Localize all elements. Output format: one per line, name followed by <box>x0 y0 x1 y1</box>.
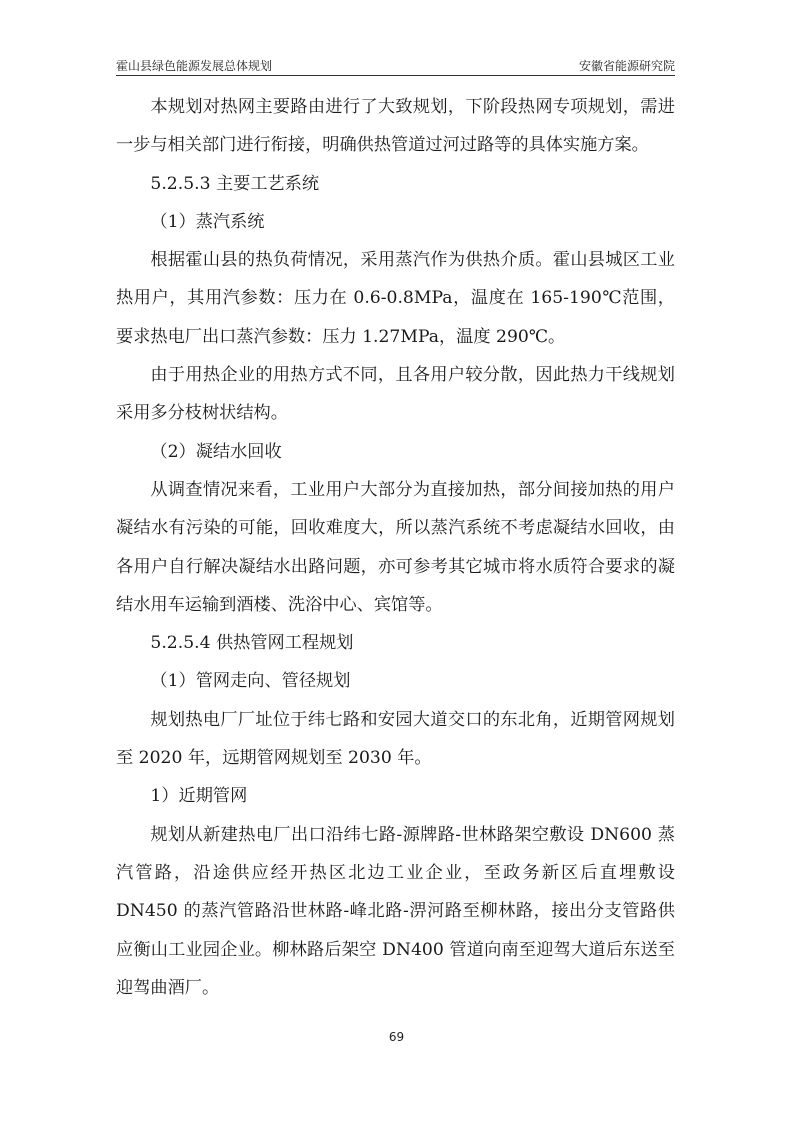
paragraph: 规划从新建热电厂出口沿纬七路-源牌路-世林路架空敷设 DN600 蒸汽管路，沿途供应经开热区北边工业企业，至政务新区后直埋敷设 DN450 的蒸汽管路沿世林路-峰北路-淠河路至柳林路，接出分支管路供应衡山工业园企业。柳林路后架空 DN400 管道向南至迎驾大道后东送至迎驾曲酒厂。 <box>116 824 675 998</box>
paragraph: 规划热电厂厂址位于纬七路和安园大道交口的东北角，近期管网规划至 2020 年，远期管网规划至 2030 年。 <box>116 709 675 769</box>
paragraph: 由于用热企业的用热方式不同，且各用户较分散，因此热力干线规划采用多分枝树状结构。 <box>116 365 675 424</box>
page-number: 69 <box>388 1030 405 1044</box>
section-heading: 5.2.5.4 供热管网工程规划 <box>150 633 354 654</box>
subsection-heading: （1）管网走向、管径规划 <box>150 671 351 692</box>
paragraph: 从调查情况来看，工业用户大部分为直接加热，部分间接加热的用户凝结水有污染的可能，回收难度大，所以蒸汽系统不考虑凝结水回收，由各用户自行解决凝结水出路问题，亦可参考其它城市将水质符合要求的凝结水用车运输到酒楼、洗浴中心、宾馆等。 <box>116 479 675 615</box>
section-heading: 5.2.5.3 主要工艺系统 <box>150 173 320 194</box>
paragraph: 本规划对热网主要路由进行了大致规划，下阶段热网专项规划，需进一步与相关部门进行衔接，明确供热管道过河过路等的具体实施方案。 <box>116 97 675 156</box>
paragraph: 根据霍山县的热负荷情况，采用蒸汽作为供热介质。霍山县城区工业热用户，其用汽参数：压力在 0.6-0.8MPa，温度在 165-190℃范围，要求热电厂出口蒸汽参数：压力 1.27MPa，温度 290℃。 <box>116 250 675 347</box>
header-organization: 安徽省能源研究院 <box>578 59 675 73</box>
page-header <box>116 52 675 74</box>
subsection-heading: 1）近期管网 <box>150 786 248 807</box>
header-divider <box>116 75 675 76</box>
subsection-heading: （2）凝结水回收 <box>150 441 282 462</box>
subsection-heading: （1）蒸汽系统 <box>150 211 265 232</box>
document-body <box>116 88 675 1007</box>
header-document-title: 霍山县绿色能源发展总体规划 <box>116 59 273 73</box>
